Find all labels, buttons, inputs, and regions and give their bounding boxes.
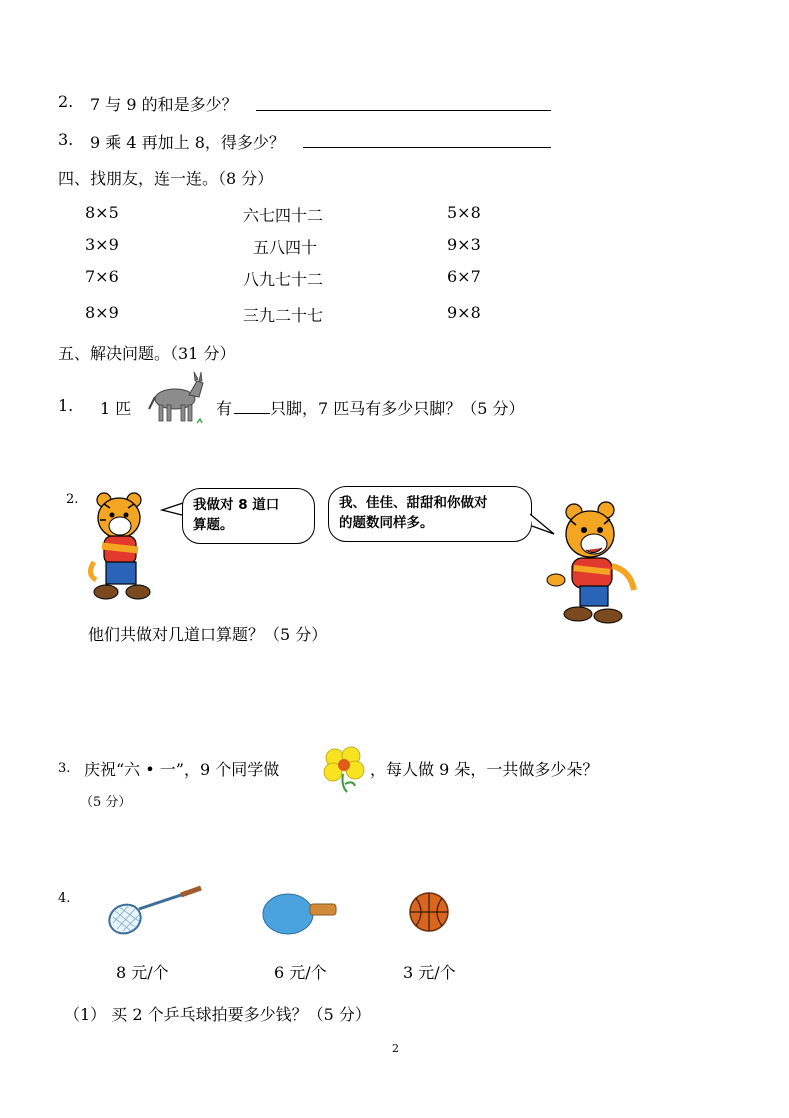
ping-pong-paddle-icon [260,890,340,940]
price-racket: 8 元/个 [116,963,169,982]
p3-number: 3. [58,761,71,776]
tiger-left-icon [90,490,160,605]
p1-pre-text: 1 匹 [100,399,132,418]
p1-post-a: 有 [216,399,233,418]
match-right-item[interactable]: 6×7 [447,267,481,286]
q3-text: 9 乘 4 再加上 8，得多少？ [90,133,285,152]
section4-title: 四、找朋友，连一连。（8 分） [58,169,274,188]
match-left-item[interactable]: 8×9 [85,303,119,322]
p3-pre-text: 庆祝“六 • 一”，9 个同学做 [84,760,280,779]
basketball-icon [408,891,450,933]
p1-post-b: 只脚，7 匹马有多少只脚？（5 分） [270,399,525,418]
p4-sub1-question: （1） 买 2 个乒乓球拍要多少钱？（5 分） [64,1005,371,1024]
q3-answer-line[interactable] [303,147,551,148]
match-right-item[interactable]: 9×8 [447,303,481,322]
price-paddle: 6 元/个 [274,963,327,982]
p1-answer-line[interactable] [234,413,270,414]
q2-number: 2. [58,92,74,111]
speech-bubble-left [182,488,315,544]
p3-post-text: ，每人做 9 朵，一共做多少朵？ [370,760,599,779]
p4-number: 4. [58,891,71,906]
bubble-left-line1: 我做对 8 道口 [193,497,280,513]
badminton-racket-icon [105,885,205,940]
match-middle-item[interactable]: 三九二十七 [243,306,324,325]
match-middle-item[interactable]: 六七四十二 [243,206,324,225]
p3-score: （5 分） [80,795,132,810]
match-left-item[interactable]: 3×9 [85,235,119,254]
bubble-right-line1: 我、佳佳、甜甜和你做对 [339,495,488,511]
donkey-icon [145,369,209,427]
match-right-item[interactable]: 9×3 [447,235,481,254]
q2-text: 7 与 9 的和是多少？ [90,95,238,114]
q3-number: 3. [58,130,74,149]
p1-number: 1. [58,396,74,415]
match-middle-item[interactable]: 五八四十 [253,238,318,257]
match-left-item[interactable]: 7×6 [85,267,119,286]
match-middle-item[interactable]: 八九七十二 [243,270,324,289]
section5-title: 五、解决问题。（31 分） [58,344,236,363]
speech-bubble-right [328,486,532,542]
p2-question: 他们共做对几道口算题？（5 分） [88,625,328,644]
price-basketball: 3 元/个 [403,963,456,982]
tiger-right-icon [546,500,641,630]
match-right-item[interactable]: 5×8 [447,203,481,222]
q2-answer-line[interactable] [256,110,551,111]
match-left-item[interactable]: 8×5 [85,203,119,222]
flower-icon [321,744,367,794]
page-number: 2 [392,1042,399,1055]
bubble-right-line2: 的题数同样多。 [339,515,434,531]
bubble-left-line2: 算题。 [193,517,234,533]
p2-number: 2. [66,492,79,507]
